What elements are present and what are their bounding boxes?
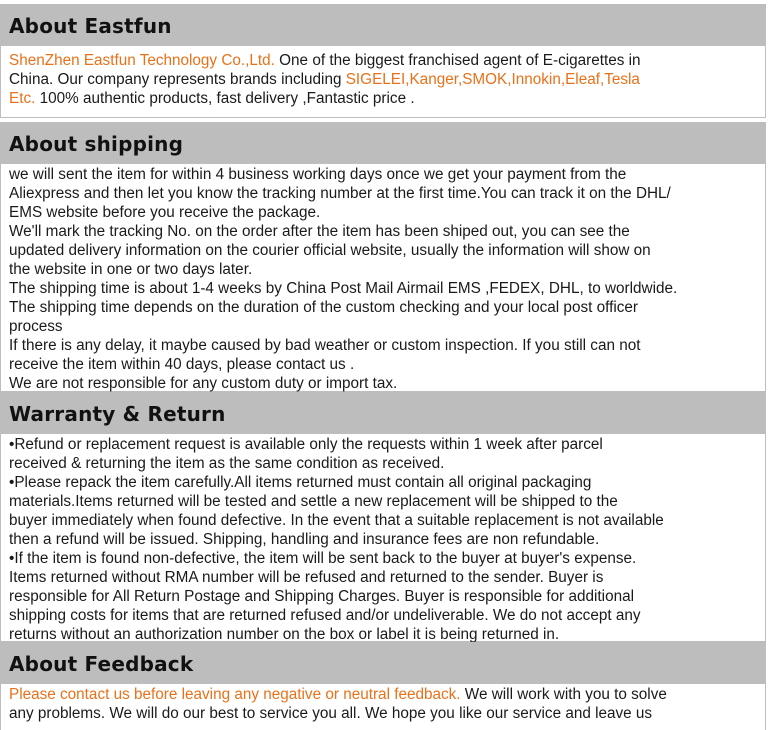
highlighted-text: Etc. (9, 90, 36, 107)
highlighted-text: ShenZhen Eastfun Technology Co.,Ltd. (9, 52, 275, 69)
text-line (9, 355, 765, 374)
highlighted-text: Please contact us before leaving any negative or neutral feedback. (9, 686, 461, 703)
text-line (9, 587, 765, 606)
highlighted-text: SIGELEI,Kanger,SMOK,Innokin,Eleaf,Tesla (345, 71, 640, 88)
text-line (9, 606, 765, 625)
section-heading: Warranty & Return (1, 393, 765, 434)
text-line (9, 203, 765, 222)
text-line (9, 184, 765, 203)
text-line (9, 260, 765, 279)
text-line (9, 374, 765, 393)
text-run: buyer immediately when found defective. In the event that a suitable replacement is not available (9, 512, 664, 529)
text-line (9, 568, 765, 587)
text-run: updated delivery information on the courier official website, usually the information will show on (9, 242, 651, 259)
text-run: shipping costs for items that are returned refused and/or undeliverable. We do not accept any (9, 607, 641, 624)
text-run: We are not responsible for any custom duty or import tax. (9, 375, 398, 392)
text-run: •If the item is found non-defective, the item will be sent back to the buyer at buyer's expense. (9, 550, 637, 567)
text-line (9, 165, 765, 184)
text-line (9, 473, 765, 492)
text-run: responsible for All Return Postage and Shipping Charges. Buyer is responsible for additional (9, 588, 634, 605)
text-line (9, 222, 765, 241)
text-run: The shipping time is about 1-4 weeks by China Post Mail Airmail EMS ,FEDEX, DHL, to worldwide. (9, 280, 678, 297)
text-line (9, 70, 765, 89)
text-run: Aliexpress and then let you know the tracking number at the first time.You can track it on the DHL/ (9, 185, 671, 202)
text-run: the website in one or two days later. (9, 261, 253, 278)
text-run: China. Our company represents brands including (9, 71, 346, 88)
about-eastfun-section (0, 4, 766, 118)
about-shipping-section (0, 122, 766, 392)
section-heading: About Eastfun (1, 5, 765, 46)
text-line (9, 704, 765, 723)
section-body (1, 46, 765, 108)
text-run: If there is any delay, it maybe caused by bad weather or custom inspection. If you still can not (9, 337, 641, 354)
text-run: any problems. We will do our best to service you all. We hope you like our service and leave us (9, 705, 653, 722)
text-line (9, 549, 765, 568)
text-line (9, 317, 765, 336)
text-line (9, 530, 765, 549)
text-run: EMS website before you receive the package. (9, 204, 321, 221)
text-run: process (9, 318, 63, 335)
text-run: One of the biggest franchised agent of E-cigarettes in (274, 52, 641, 69)
text-run: 100% authentic products, fast delivery ,Fantastic price . (35, 90, 415, 107)
text-run: •Please repack the item carefully.All items returned must contain all original packaging (9, 474, 592, 491)
text-line (9, 511, 765, 530)
text-line (9, 241, 765, 260)
text-run: then a refund will be issued. Shipping, handling and insurance fees are non refundable. (9, 531, 600, 548)
text-run: materials.Items returned will be tested and settle a new replacement will be shipped to the (9, 493, 618, 510)
section-body (1, 434, 765, 644)
text-run: receive the item within 40 days, please contact us . (9, 356, 355, 373)
text-run: received & returning the item as the same condition as received. (9, 455, 445, 472)
text-run: The shipping time depends on the duration of the custom checking and your local post officer (9, 299, 638, 316)
section-body (1, 684, 765, 723)
text-run: We'll mark the tracking No. on the order after the item has been shiped out, you can see the (9, 223, 630, 240)
text-line (9, 435, 765, 454)
section-heading: About Feedback (1, 643, 765, 684)
text-run: We will work with you to solve (460, 686, 667, 703)
text-line (9, 454, 765, 473)
section-body (1, 164, 765, 393)
text-line (9, 51, 765, 70)
about-feedback-section (0, 642, 766, 730)
text-run: returns without an authorization number on the box or label it is being returned in. (9, 626, 560, 643)
text-line (9, 336, 765, 355)
section-heading: About shipping (1, 123, 765, 164)
text-line (9, 298, 765, 317)
text-run: Items returned without RMA number will be refused and returned to the sender. Buyer is (9, 569, 604, 586)
warranty-return-section (0, 392, 766, 642)
text-run: we will sent the item for within 4 business working days once we get your payment from the (9, 166, 627, 183)
text-line (9, 89, 765, 108)
text-line (9, 279, 765, 298)
text-run: •Refund or replacement request is available only the requests within 1 week after parcel (9, 436, 603, 453)
text-line (9, 685, 765, 704)
text-line (9, 492, 765, 511)
